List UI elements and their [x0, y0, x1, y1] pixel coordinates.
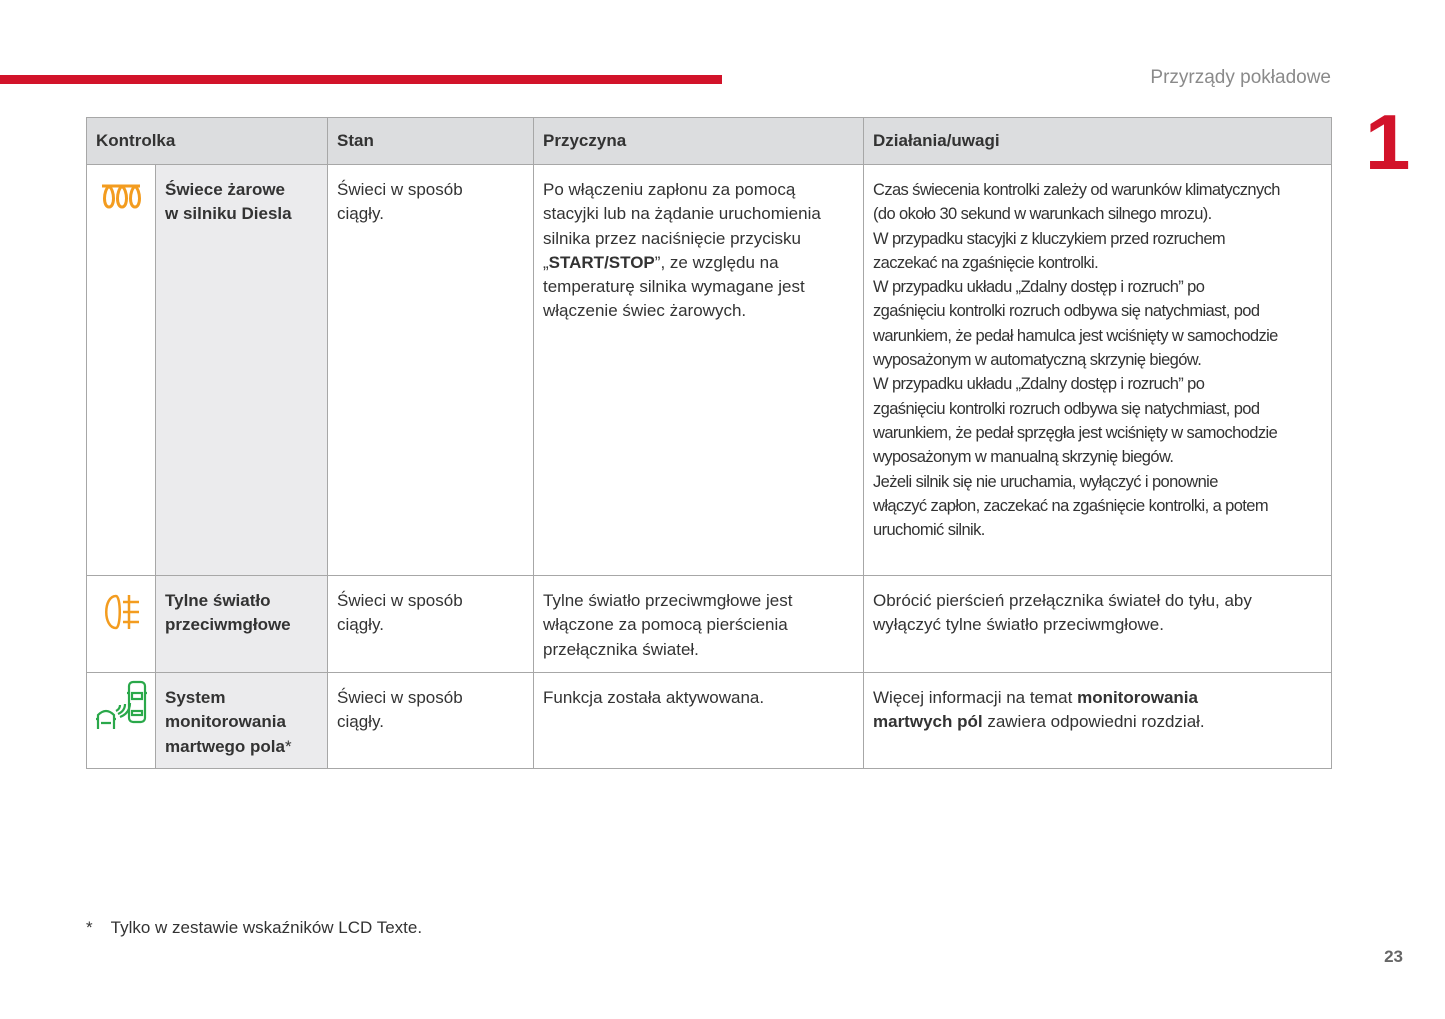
text-segment: W przypadku stacyjki z kluczykiem przed rozruchem — [873, 229, 1226, 248]
text-segment: Więcej informacji na temat — [873, 688, 1078, 707]
text-segment: w silniku Diesla — [165, 204, 292, 224]
state-cell — [328, 673, 534, 769]
text-segment: (do około 30 sekund w warunkach silnego mrozu). — [873, 205, 1212, 224]
text-segment: ciągły. — [337, 204, 384, 224]
text-segment: warunkiem, że pedał sprzęgła jest wciśnięty w samochodzie — [873, 423, 1278, 442]
bold-text: martwych pól — [873, 712, 983, 732]
column-header-przyczyna: Przyczyna — [534, 118, 864, 165]
text-line — [873, 613, 1323, 637]
bold-text: START/STOP — [548, 252, 655, 272]
text-line — [337, 178, 525, 202]
text-segment: „ — [543, 252, 549, 272]
text-segment: warunkiem, że pedał hamulca jest wciśnięty w samochodzie — [873, 326, 1278, 345]
text-line — [165, 710, 327, 734]
text-line — [873, 589, 1323, 613]
text-segment: Świeci w sposób — [337, 688, 463, 707]
column-header-dzialania: Działania/uwagi — [864, 118, 1332, 165]
footnote-text: Tylko w zestawie wskaźników LCD Texte. — [110, 918, 423, 937]
text-segment: włączyć zapłon, zaczekać na zgaśnięcie kontrolki, a potem — [873, 496, 1269, 515]
indicator-name-cell — [156, 165, 328, 576]
actions-cell — [864, 576, 1332, 673]
text-line — [873, 251, 1323, 275]
text-line — [873, 372, 1323, 396]
indicator-name-cell — [156, 576, 328, 673]
text-line — [337, 589, 525, 613]
text-line — [543, 275, 855, 299]
text-line — [165, 735, 327, 759]
text-line — [873, 470, 1323, 494]
text-line — [873, 518, 1323, 542]
table-row — [87, 165, 1332, 576]
glow-plug-icon — [99, 196, 143, 215]
text-line — [543, 202, 855, 226]
text-segment: wyposażonym w automatyczną skrzynię biegów. — [873, 351, 1202, 370]
text-segment: Tylne światło przeciwmgłowe jest — [543, 591, 793, 610]
blind-spot-monitoring-icon — [92, 720, 150, 739]
text-segment: włączone za pomocą pierścienia — [543, 615, 788, 635]
section-title: Przyrządy pokładowe — [1150, 67, 1331, 88]
text-segment: Po włączeniu zapłonu za pomocą — [543, 180, 796, 199]
rear-fog-light-icon — [99, 617, 143, 636]
text-segment: Świeci w sposób — [337, 591, 463, 610]
table-row — [87, 576, 1332, 673]
chapter-number: 1 — [1364, 98, 1411, 186]
text-segment: zaczekać na zgaśnięcie kontrolki. — [873, 253, 1099, 272]
text-segment: wyposażonym w manualną skrzynię biegów. — [873, 448, 1174, 467]
text-segment: Obrócić pierścień przełącznika świateł do tyłu, aby — [873, 591, 1252, 610]
text-segment: zgaśnięciu kontrolki rozruch odbywa się natychmiast, pod — [873, 399, 1260, 418]
text-segment: martwego pola — [165, 736, 285, 756]
text-line — [873, 494, 1323, 518]
text-segment: przeciwmgłowe — [165, 615, 291, 635]
text-segment: W przypadku układu „Zdalny dostęp i rozruch” po — [873, 375, 1205, 394]
column-header-stan: Stan — [328, 118, 534, 165]
text-line — [165, 202, 327, 226]
footnote-marker: * — [86, 918, 93, 937]
page-number: 23 — [1384, 947, 1403, 966]
text-segment: ”, ze względu na — [654, 252, 779, 272]
text-segment: silnika przez naciśnięcie przycisku — [543, 228, 801, 248]
text-line — [543, 299, 855, 323]
text-segment: Jeżeli silnik się nie uruchamia, wyłączyć i ponownie — [873, 472, 1218, 491]
text-line — [873, 348, 1323, 372]
text-segment: ciągły. — [337, 712, 384, 732]
text-segment: temperaturę silnika wymagane jest — [543, 277, 805, 297]
text-line — [165, 178, 327, 202]
text-segment: monitorowania — [165, 712, 286, 732]
cause-cell — [534, 576, 864, 673]
text-line — [337, 202, 525, 226]
indicator-icon-cell — [87, 576, 156, 673]
text-segment: stacyjki lub na żądanie uruchomienia — [543, 204, 821, 224]
text-line — [165, 613, 327, 637]
text-segment: przełącznika świateł. — [543, 639, 699, 659]
text-line — [543, 686, 855, 710]
indicator-icon-cell — [87, 673, 156, 769]
text-segment: Świeci w sposób — [337, 180, 463, 199]
text-line — [543, 589, 855, 613]
text-segment: zawiera odpowiedni rozdział. — [982, 712, 1205, 732]
text-line — [543, 227, 855, 251]
indicator-icon-cell — [87, 165, 156, 576]
text-line — [873, 445, 1323, 469]
actions-cell — [864, 673, 1332, 769]
actions-cell — [864, 165, 1332, 576]
text-segment: uruchomić silnik. — [873, 521, 985, 540]
text-line — [543, 638, 855, 662]
text-line — [873, 299, 1323, 323]
text-segment: zgaśnięciu kontrolki rozruch odbywa się natychmiast, pod — [873, 302, 1260, 321]
text-line — [337, 613, 525, 637]
text-line — [165, 686, 327, 710]
text-line — [873, 202, 1323, 226]
text-line — [873, 686, 1323, 710]
text-line — [873, 397, 1323, 421]
text-segment: włączenie świec żarowych. — [543, 301, 747, 321]
bold-text: monitorowania — [1077, 688, 1198, 707]
text-segment: Świece żarowe — [165, 180, 286, 199]
text-segment: Tylne światło — [165, 591, 271, 610]
table-header-row — [87, 118, 1332, 165]
text-segment: Czas świecenia kontrolki zależy od warunków klimatycznych — [873, 181, 1280, 199]
text-line — [873, 324, 1323, 348]
text-segment: Funkcja została aktywowana. — [543, 688, 765, 707]
text-segment: W przypadku układu „Zdalny dostęp i rozruch” po — [873, 278, 1205, 297]
text-line — [873, 421, 1323, 445]
text-line — [337, 710, 525, 734]
text-line — [543, 251, 855, 275]
state-cell — [328, 165, 534, 576]
indicator-name-cell — [156, 673, 328, 769]
state-cell — [328, 576, 534, 673]
footnote — [86, 918, 422, 938]
text-line — [873, 178, 1323, 202]
warning-lights-table — [86, 117, 1332, 769]
text-segment: wyłączyć tylne światło przeciwmgłowe. — [873, 615, 1164, 635]
cause-cell — [534, 165, 864, 576]
text-line — [873, 275, 1323, 299]
text-segment: System — [165, 688, 226, 707]
text-line — [543, 613, 855, 637]
cause-cell — [534, 673, 864, 769]
column-header-kontrolka: Kontrolka — [87, 118, 328, 165]
red-accent-bar — [0, 75, 722, 84]
text-line — [543, 178, 855, 202]
text-line — [873, 227, 1323, 251]
text-line — [337, 686, 525, 710]
text-line — [165, 589, 327, 613]
text-segment: ciągły. — [337, 615, 384, 635]
text-segment: * — [284, 736, 292, 756]
text-line — [873, 710, 1323, 734]
table-row — [87, 673, 1332, 769]
